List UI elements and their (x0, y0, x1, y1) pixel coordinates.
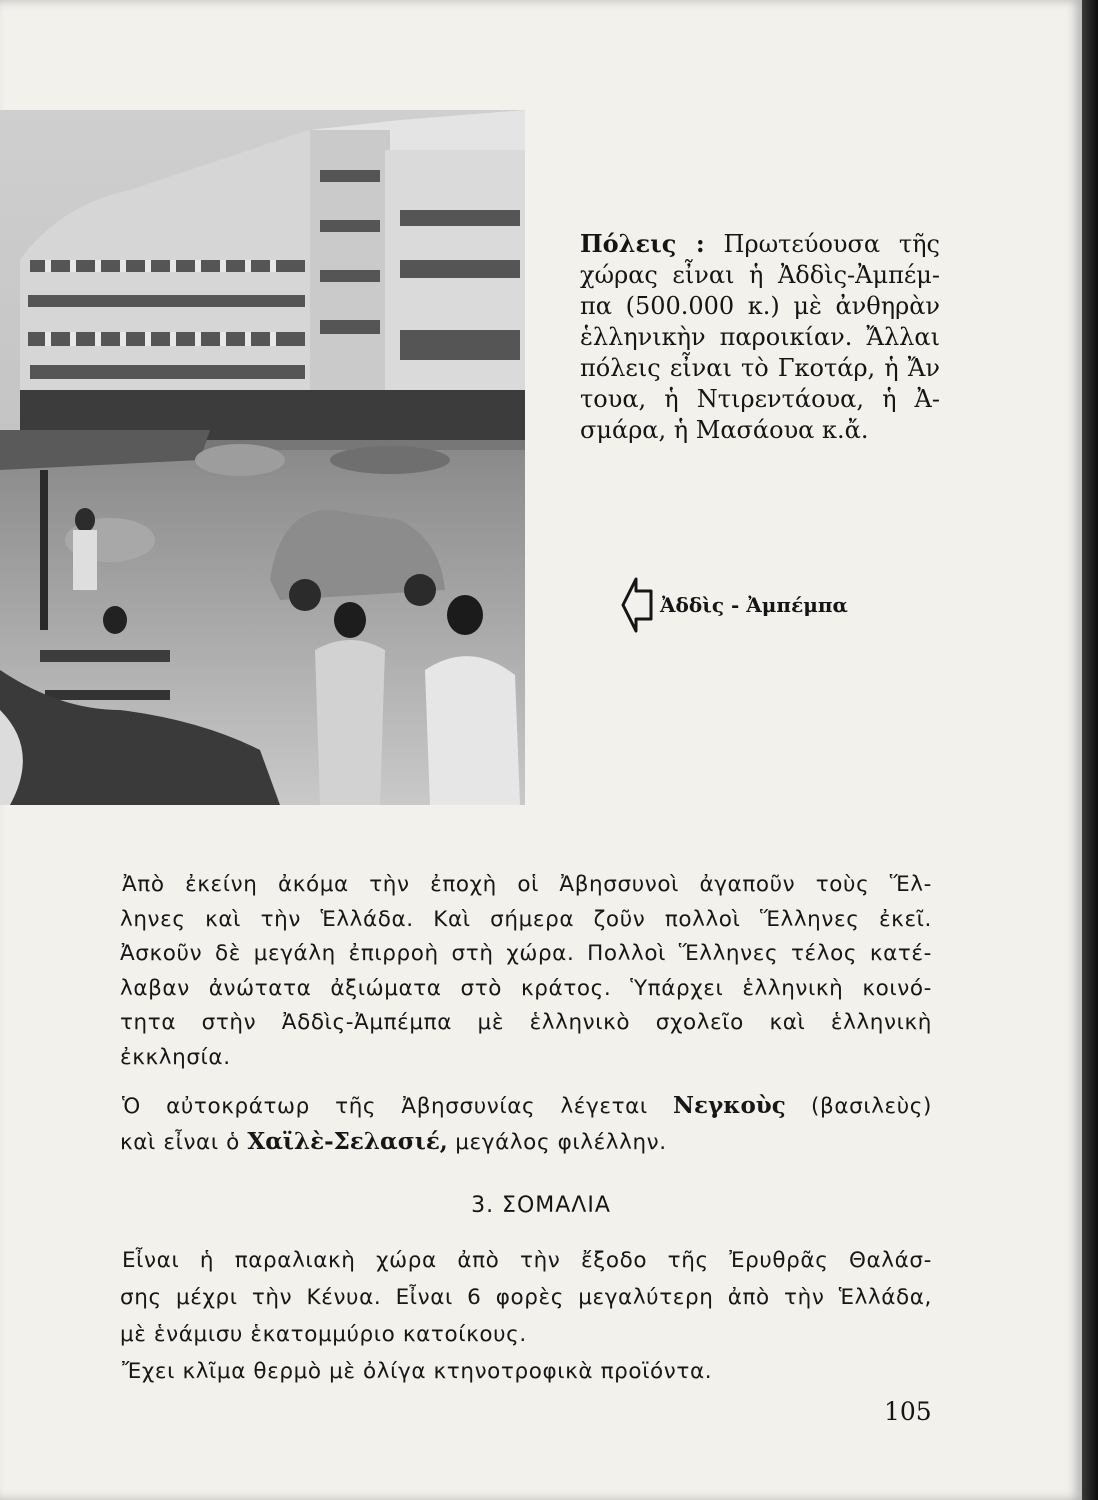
cities-label: Πόλεις : (580, 229, 705, 258)
left-arrow-icon (620, 575, 654, 635)
caption-line-2: χώρας εἶναι ἡ Ἀδδὶς-Ἀμπέμ- (580, 261, 940, 289)
caption-line-5: πόλεις εἶναι τὸ Γκοτάρ, ἡ Ἄν (580, 354, 940, 382)
negus-term: Νεγκοὺς (673, 1092, 786, 1119)
paragraph-somalia (120, 1242, 932, 1390)
caption-line-3: πα (500.000 κ.) μὲ ἀνθηρὰν (580, 292, 940, 320)
paragraph3-line-2: σης μέχρι τὴν Κένυα. Εἶναι 6 φορὲς μεγαλύτερη ἀπὸ τὴν Ἑλλάδα, (120, 1285, 932, 1310)
caption-line-7: σμάρα, ἡ Μασάουα κ.ἄ. (580, 416, 869, 444)
page-edge (1082, 0, 1098, 1500)
cities-caption (580, 228, 940, 446)
caption-line-4: ἑλληνικὴν παροικίαν. Ἄλλαι (580, 323, 940, 351)
caption-line-1: Πρωτεύουσα τῆς (723, 230, 940, 258)
emperor-text-c: καὶ εἶναι ὁ (120, 1129, 240, 1155)
paragraph3-line-3: μὲ ἑνάμισυ ἑκατομμύριο κατοίκους. (120, 1322, 527, 1347)
paragraph1-line-6: ἐκκλησία. (120, 1044, 231, 1070)
paragraph4-line: Ἔχει κλῖμα θερμὸ μὲ ὀλίγα κτηνοτροφικὰ προϊόντα. (122, 1359, 713, 1384)
paragraph2-line-1 (120, 1089, 932, 1125)
paragraph1-line-2: ληνες καὶ τὴν Ἑλλάδα. Καὶ σήμερα ζοῦν πολλοὶ Ἕλληνες ἐκεῖ. (120, 906, 932, 932)
caption-line-6: τουα, ἡ Ντιρεντάουα, ἡ Ἀ- (580, 385, 940, 413)
city-photo-illustration (0, 110, 525, 805)
page-number: 105 (884, 1397, 932, 1426)
photo-caption (620, 575, 848, 635)
paragraph-history (120, 868, 932, 1160)
city-photo (0, 110, 525, 805)
emperor-text-a: Ὁ αὐτοκράτωρ τῆς Ἀβησσυνίας λέγεται (122, 1094, 648, 1119)
photo-caption-text: Ἀδδὶς - Ἀμπέμπα (660, 593, 848, 617)
paragraph2-line-2 (120, 1125, 932, 1161)
paragraph1-line-5: τητα στὴν Ἀδδὶς-Ἀμπέμπα μὲ ἑλληνικὸ σχολεῖο καὶ ἑλληνικὴ (120, 1010, 932, 1035)
emperor-text-d: μεγάλος φιλέλλην. (455, 1129, 667, 1155)
paragraph1-line-1: Ἀπὸ ἐκείνη ἀκόμα τὴν ἐποχὴ οἱ Ἀβησσυνοὶ ἀγαποῦν τοὺς Ἕλ- (122, 872, 932, 897)
emperor-name: Χαϊλὲ-Σελασιέ, (247, 1127, 448, 1155)
paragraph3-line-1: Εἶναι ἡ παραλιακὴ χώρα ἀπὸ τὴν ἔξοδο τῆς Ἐρυθρᾶς Θαλάσ- (122, 1248, 932, 1273)
section-heading: 3. ΣΟΜΑΛΙΑ (471, 1193, 611, 1218)
paragraph1-line-4: λαβαν ἀνώτατα ἀξιώματα στὸ κράτος. Ὑπάρχει ἑλληνικὴ κοινό- (120, 975, 932, 1001)
paragraph1-line-3: Ἀσκοῦν δὲ μεγάλη ἐπιρροὴ στὴ χώρα. Πολλοὶ Ἕλληνες τέλος κατέ- (120, 941, 932, 966)
emperor-text-b: (βασιλεὺς) (811, 1094, 933, 1119)
